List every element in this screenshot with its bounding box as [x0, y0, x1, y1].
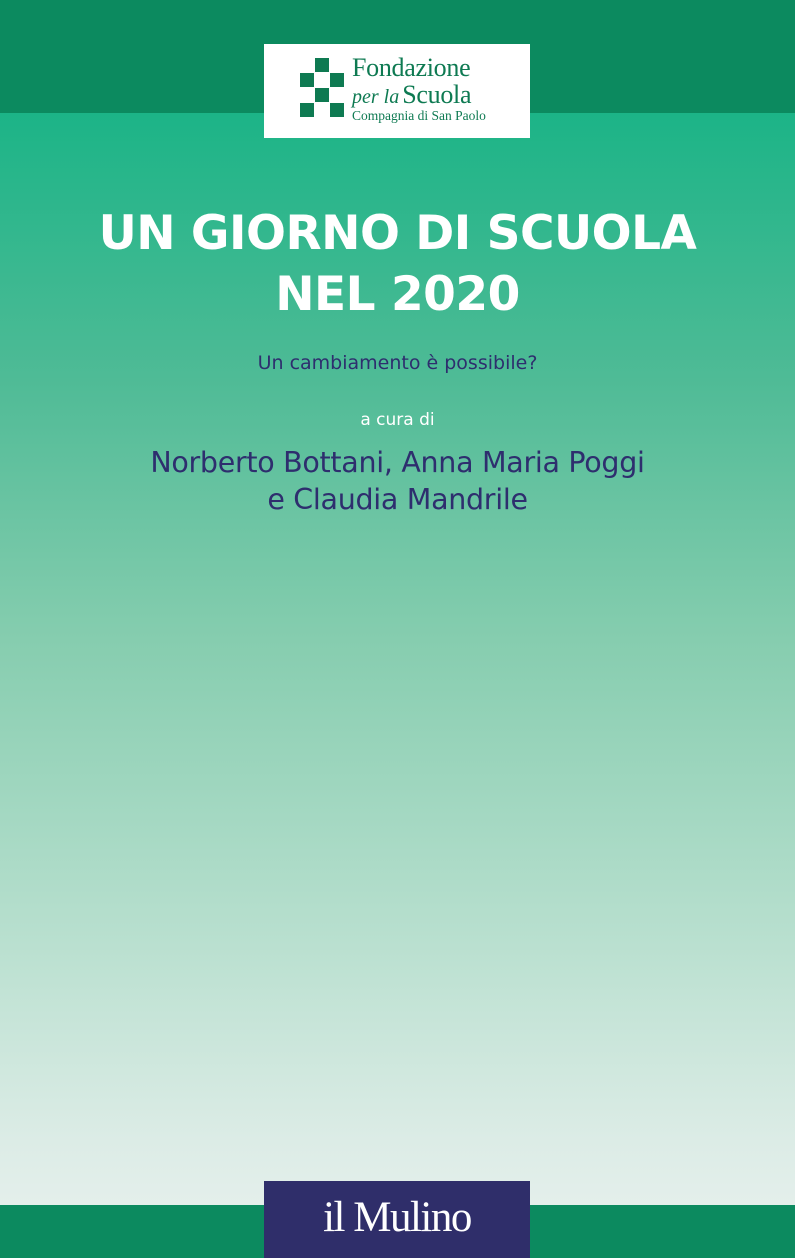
foundation-logo — [264, 44, 530, 138]
publisher-logo — [264, 1181, 530, 1258]
authors-line-1: Norberto Bottani, Anna Maria Poggi — [150, 446, 645, 479]
title-line-1: UN GIORNO DI SCUOLA — [98, 206, 697, 261]
logo-per-la: per la — [352, 86, 400, 108]
logo-scuola: Scuola — [402, 80, 472, 109]
authors — [0, 444, 795, 518]
authors-line-2: e Claudia Mandrile — [267, 483, 528, 516]
book-title — [0, 203, 795, 325]
checker-mark-icon — [300, 58, 344, 118]
title-line-2: NEL 2020 — [275, 267, 520, 322]
curator-label: a cura di — [360, 410, 435, 430]
logo-line-fondazione: Fondazione — [352, 53, 471, 82]
book-subtitle: Un cambiamento è possibile? — [257, 352, 538, 374]
logo-line-compagnia: Compagnia di San Paolo — [352, 108, 486, 123]
publisher-name: il Mulino — [323, 1194, 471, 1241]
